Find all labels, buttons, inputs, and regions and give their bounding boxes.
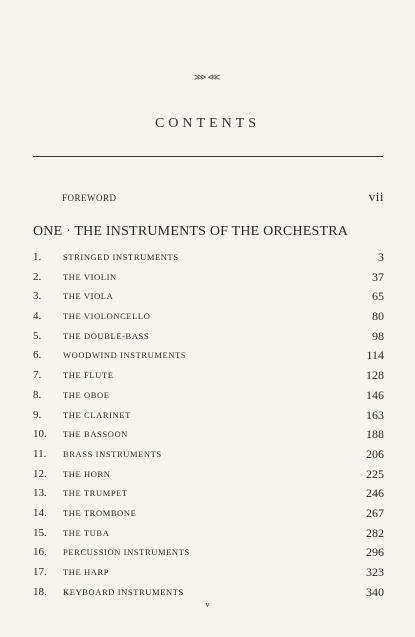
entry-page: 98 [372, 328, 384, 343]
contents-entry [33, 504, 384, 524]
contents-entry [33, 287, 384, 307]
part-number: ONE [33, 224, 63, 239]
entry-number: 15. [33, 526, 47, 539]
contents-entry [33, 386, 384, 406]
entry-page: 80 [372, 309, 384, 324]
entry-number: 7. [33, 369, 42, 382]
entry-title: THE VIOLONCELLO [63, 311, 151, 322]
entry-number: 14. [33, 506, 47, 519]
entry-title: THE HORN [63, 468, 111, 479]
entry-number: 11. [33, 447, 47, 460]
entry-title: PERCUSSION INSTRUMENTS [63, 547, 190, 558]
contents-entry [33, 563, 384, 583]
entry-number: 5. [33, 329, 42, 342]
contents-entry [33, 346, 384, 366]
entry-title: THE OBOE [63, 389, 110, 400]
entry-page: 114 [366, 348, 384, 363]
entry-number: 18. [33, 585, 47, 598]
title-rule [33, 156, 383, 157]
entry-title: THE CLARINET [63, 409, 131, 420]
entry-number: 17. [33, 566, 47, 578]
ornament-glyph: ⋙⋘ [193, 72, 222, 82]
entry-page: 65 [372, 289, 384, 304]
entry-number: 4. [33, 310, 42, 323]
entry-title: BRASS INSTRUMENTS [63, 448, 162, 459]
foreword-entry [62, 189, 384, 204]
page-title: CONTENTS [154, 116, 261, 131]
entry-page: 296 [366, 545, 384, 560]
entry-page: 188 [366, 427, 384, 442]
entry-page: 37 [372, 269, 384, 284]
entry-title: THE FLUTE [63, 370, 114, 381]
contents-list [33, 248, 384, 602]
page-folio: v [205, 600, 210, 609]
entry-number: 12. [33, 467, 47, 480]
entry-title: THE TUBA [63, 527, 110, 538]
contents-entry [33, 307, 384, 327]
entry-page: 225 [366, 466, 384, 481]
contents-entry [33, 484, 384, 504]
entry-number: 10. [33, 428, 47, 441]
entry-title: THE VIOLA [63, 291, 114, 302]
entry-number: 3. [33, 290, 42, 303]
entry-title: KEYBOARD INSTRUMENTS [63, 586, 184, 597]
part-heading [33, 224, 388, 240]
contents-entry [33, 524, 384, 544]
entry-number: 13. [33, 487, 47, 500]
entry-page: 206 [366, 446, 384, 461]
foreword-label: FOREWORD [62, 193, 117, 203]
contents-entry [33, 465, 384, 485]
contents-entry [33, 268, 384, 288]
entry-page: 163 [366, 407, 384, 422]
entry-title: STRINGED INSTRUMENTS [63, 252, 179, 262]
contents-entry [33, 425, 384, 445]
entry-number: 2. [33, 270, 42, 283]
part-separator: · [66, 224, 71, 239]
entry-title: THE TROMBONE [63, 507, 137, 518]
entry-number: 6. [33, 349, 42, 362]
entry-page: 146 [366, 387, 384, 402]
contents-entry [33, 366, 384, 386]
entry-title: THE TRUMPET [63, 488, 128, 499]
entry-title: THE BASSOON [63, 429, 128, 440]
entry-title: THE VIOLIN [63, 271, 117, 282]
entry-page: 267 [366, 505, 384, 520]
foreword-page: vii [368, 189, 384, 204]
entry-number: 8. [33, 388, 42, 401]
entry-page: 323 [366, 565, 384, 579]
entry-page: 128 [366, 368, 384, 383]
contents-entry [33, 445, 384, 465]
contents-entry [33, 248, 384, 268]
contents-entry [33, 406, 384, 426]
part-title: THE INSTRUMENTS OF THE ORCHESTRA [74, 224, 349, 239]
entry-title: THE HARP [63, 567, 110, 577]
entry-number: 9. [33, 408, 42, 421]
entry-page: 3 [378, 250, 384, 264]
entry-page: 282 [366, 525, 384, 540]
entry-page: 246 [366, 486, 384, 501]
entry-number: 1. [33, 251, 42, 263]
entry-title: WOODWIND INSTRUMENTS [63, 350, 187, 361]
entry-number: 16. [33, 546, 47, 559]
entry-title: THE DOUBLE-BASS [63, 330, 150, 341]
contents-entry [33, 327, 384, 347]
contents-entry [33, 543, 384, 563]
entry-page: 340 [366, 584, 384, 599]
